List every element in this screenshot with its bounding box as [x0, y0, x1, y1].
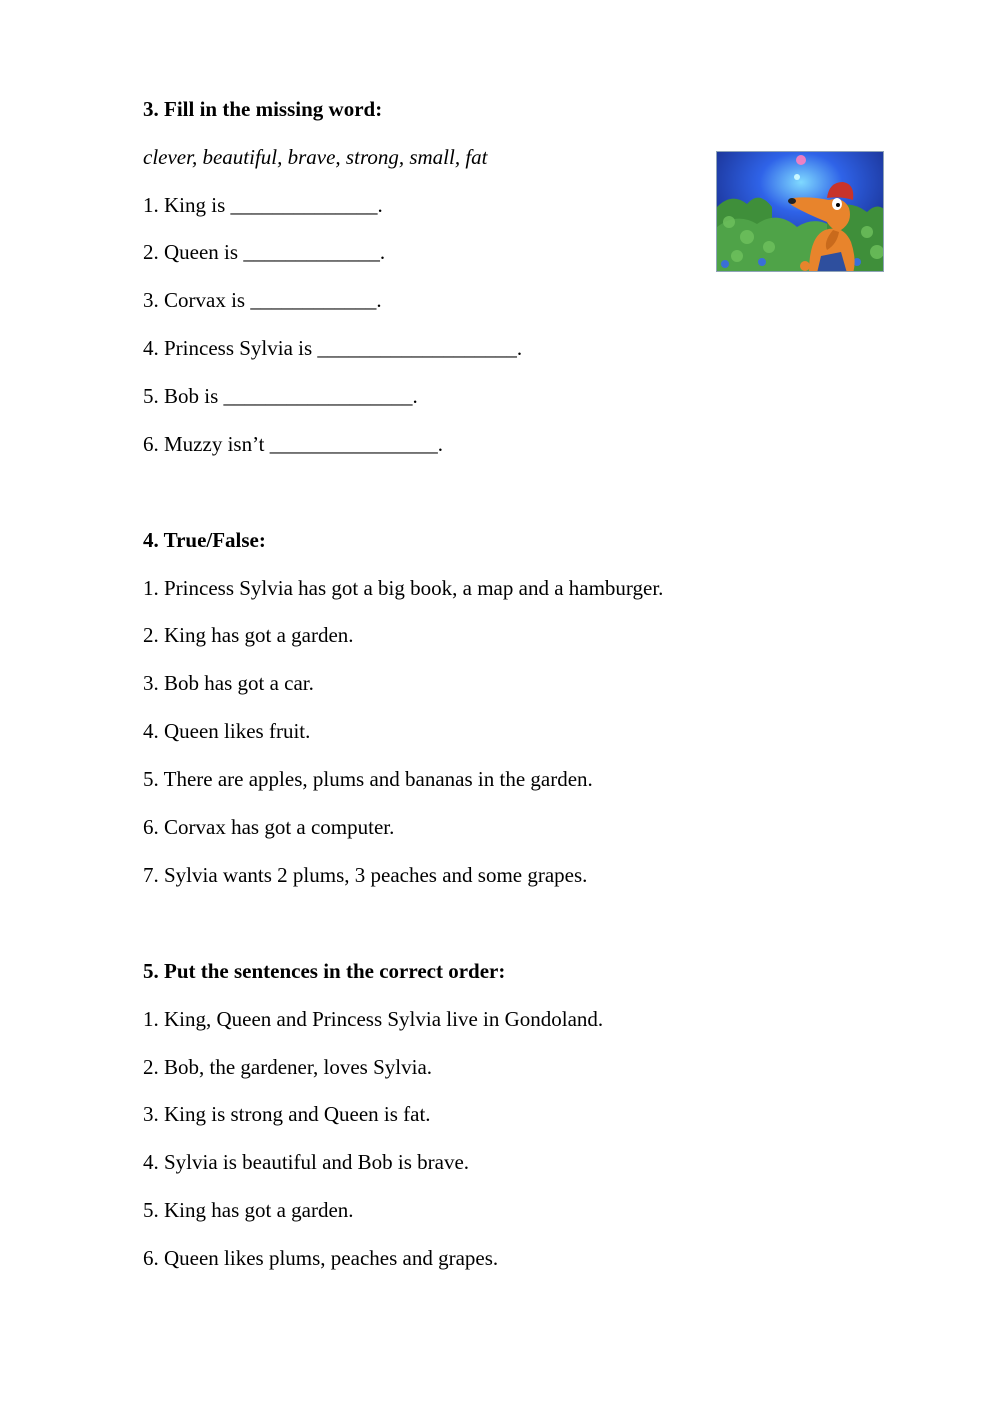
tf-item-1: 1. Princess Sylvia has got a big book, a map and a hamburger. — [143, 576, 664, 600]
tf-item-4: 4. Queen likes fruit. — [143, 719, 311, 743]
section-4-heading: 4. True/False: — [143, 528, 266, 552]
fill-item-5: 5. Bob is __________________. — [143, 384, 418, 408]
fill-item-2: 2. Queen is _____________. — [143, 240, 386, 264]
section-5-heading: 5. Put the sentences in the correct order: — [143, 959, 506, 983]
order-item-5: 5. King has got a garden. — [143, 1198, 354, 1222]
order-item-4: 4. Sylvia is beautiful and Bob is brave. — [143, 1150, 470, 1174]
fill-item-1: 1. King is ______________. — [143, 193, 383, 217]
fill-item-6: 6. Muzzy isn’t ________________. — [143, 432, 444, 456]
tf-item-7: 7. Sylvia wants 2 plums, 3 peaches and some grapes. — [143, 863, 588, 887]
tf-item-5: 5. There are apples, plums and bananas in the garden. — [143, 767, 593, 791]
order-item-6: 6. Queen likes plums, peaches and grapes. — [143, 1246, 499, 1270]
order-item-2: 2. Bob, the gardener, loves Sylvia. — [143, 1055, 433, 1079]
tf-item-3: 3. Bob has got a car. — [143, 671, 314, 695]
cartoon-character-picture — [716, 151, 884, 272]
fill-item-4: 4. Princess Sylvia is ___________________. — [143, 336, 523, 360]
fill-item-3: 3. Corvax is ____________. — [143, 288, 382, 312]
tf-item-2: 2. King has got a garden. — [143, 623, 354, 647]
order-item-1: 1. King, Queen and Princess Sylvia live in Gondoland. — [143, 1007, 604, 1031]
tf-item-6: 6. Corvax has got a computer. — [143, 815, 395, 839]
order-item-3: 3. King is strong and Queen is fat. — [143, 1102, 431, 1126]
word-bank: clever, beautiful, brave, strong, small, fat — [143, 145, 488, 169]
section-3-heading: 3. Fill in the missing word: — [143, 97, 383, 121]
